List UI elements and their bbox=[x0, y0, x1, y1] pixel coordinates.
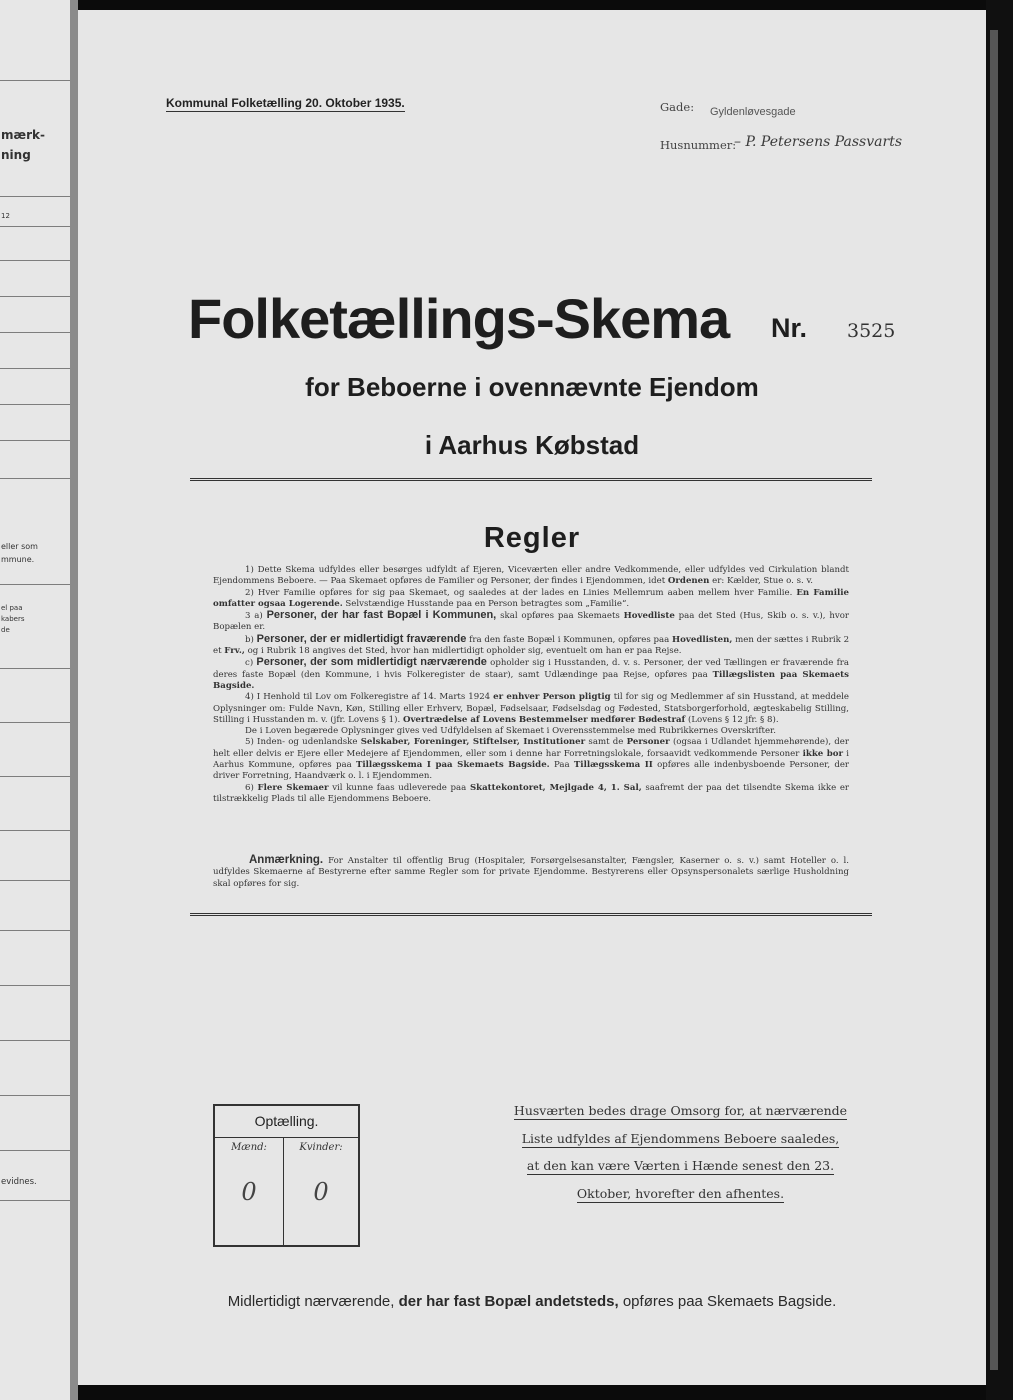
rule-3c: c) Personer, der som midlertidigt nærværende opholder sig i Husstanden, d. v. s. Personer, der ved Tællingen er fraværende fra deres faste Bopæl (den Kommune, i hvis Folkeregister de staar), samt Udlændinge paa Rejse, opføres paa Tillægslisten paa Skemaets Bagside. bbox=[213, 656, 850, 691]
left-page-rule bbox=[0, 776, 70, 777]
count-men-label: Mænd: bbox=[231, 1142, 267, 1153]
house-number-label: Husnummer: bbox=[660, 138, 737, 152]
divider bbox=[190, 478, 872, 481]
left-page-rule bbox=[0, 404, 70, 405]
rule-4-note: De i Loven begærede Oplysninger gives ved Udfyldelsen af Skemaet i Overensstemmelse med Rubrikkernes Overskrifter. bbox=[245, 726, 776, 737]
left-page-text: eller som bbox=[1, 542, 38, 551]
left-page-rule bbox=[0, 332, 70, 333]
count-women-column bbox=[284, 1138, 358, 1245]
left-page-text: mærk- bbox=[1, 128, 45, 142]
left-page-rule bbox=[0, 830, 70, 831]
notice-line: Liste udfyldes af Ejendommens Beboere saaledes, bbox=[521, 1130, 840, 1146]
form-number-value: 3525 bbox=[847, 320, 896, 342]
left-page-text: mmune. bbox=[1, 555, 35, 564]
left-page-rule bbox=[0, 440, 70, 441]
rule-4: 4) I Henhold til Lov om Folkeregistre af 14. Marts 1924 er enhver Person pligtig til for sig og Medlemmer af sin Husstand, at meddele Oplysninger om: Fulde Navn, Køn, Stilling eller Erhverv, Bopæl, Fødselsaar, Fødselsdag og Fødested, Statsborgerforhold, ægteskabelig Stilling, Stilling i Husstanden m. v. (jfr. Lovens § 1). Overtrædelse af Lovens Bestemmelser medfører Bødestraf (Lovens § 12 jfr. § 8). bbox=[213, 692, 850, 725]
left-page-rule bbox=[0, 584, 70, 585]
rule-1: 1) Dette Skema udfyldes eller besørges udfyldt af Ejeren, Viceværten eller andre Vedkommende, eller udfyldes ved Cirkulation blandt Ejendommens Beboere. — Paa Skemaet opføres de Familier og Personer, der findes i Ejendommen, idet Ordenen er: Kælder, Stue o. s. v. bbox=[213, 565, 849, 587]
left-page-rule bbox=[0, 985, 70, 986]
notice-line: at den kan være Værten i Hænde senest den 23. bbox=[526, 1158, 835, 1173]
census-form-page bbox=[78, 10, 986, 1385]
left-page-rule bbox=[0, 226, 70, 227]
left-page-rule bbox=[0, 722, 70, 723]
notice-line: Oktober, hvorefter den afhentes. bbox=[576, 1185, 785, 1201]
rule-3b: b) Personer, der er midlertidigt fraværende fra den faste Bopæl i Kommunen, opføres paa Hovedlisten, men der sættes i Rubrik 2 et Frv., og i Rubrik 18 angives det Sted, hvor han midlertidigt opholder sig, eventuelt om han er paa Rejse. bbox=[213, 632, 850, 657]
count-box bbox=[213, 1104, 360, 1247]
form-location: i Aarhus Købstad bbox=[424, 430, 640, 460]
census-header-label: Kommunal Folketælling 20. Oktober 1935. bbox=[166, 96, 405, 110]
form-title: Folketællings-Skema bbox=[188, 287, 730, 350]
book-edge-strip bbox=[990, 30, 998, 1370]
left-page-text: ning bbox=[1, 148, 31, 162]
count-women-value: 0 bbox=[313, 1178, 329, 1206]
note-section bbox=[213, 855, 849, 890]
book-gutter bbox=[70, 0, 78, 1400]
left-page-rule bbox=[0, 368, 70, 369]
left-page-rule bbox=[0, 930, 70, 931]
rule-6: 6) Flere Skemaer vil kunne faas udleverede paa Skattekontoret, Mejlgade 4, 1. Sal, saafremt der paa det tilsendte Skema ikke er tilstrækkelig Plads til alle Ejendommens Beboere. bbox=[213, 782, 850, 804]
count-box-title: Optælling. bbox=[215, 1106, 358, 1138]
left-page-text: de bbox=[1, 626, 10, 634]
street-value: Gyldenløvesgade bbox=[710, 106, 796, 118]
house-number-value: – P. Petersens Passvarts bbox=[734, 134, 902, 150]
left-page-rule bbox=[0, 196, 70, 197]
left-page-rule bbox=[0, 296, 70, 297]
left-page-text: 12 bbox=[1, 212, 10, 220]
left-page-rule bbox=[0, 1095, 70, 1096]
divider bbox=[190, 913, 872, 916]
left-page-text: kabers bbox=[1, 615, 25, 623]
left-page-text: evidnes. bbox=[1, 1177, 37, 1187]
count-women-label: Kvinder: bbox=[299, 1142, 343, 1153]
left-page-rule bbox=[0, 880, 70, 881]
left-page-text: el paa bbox=[1, 604, 23, 612]
rule-5: 5) Inden- og udenlandske Selskaber, Foreninger, Stiftelser, Institutioner samt de Personer (ogsaa i Udlandet hjemmehørende), der helt eller delvis er Ejere eller Medejere af Ejendommen, eller som i denne har Forretningslokale, forsaavidt vedkommende Personer ikke bor i Aarhus Kommune, opføres paa Tillægsskema I paa Skemaets Bagside. Paa Tillægsskema II opføres alle indenbysboende Personer, der driver Forretning, Haandværk o. l. i Ejendommen. bbox=[213, 737, 850, 782]
count-men-column bbox=[215, 1138, 284, 1245]
left-page-rule bbox=[0, 1150, 70, 1151]
rule-2: 2) Hver Familie opføres for sig paa Skemaet, og saaledes at der lades en Linies Mellemrum aaben mellem hver Familie. En Familie omfatter ogsaa Logerende. Selvstændige Husstande paa en Person betragtes som „Familie“. bbox=[213, 587, 849, 609]
left-page-rule bbox=[0, 260, 70, 261]
count-men-value: 0 bbox=[241, 1178, 257, 1206]
form-number-label: Nr. bbox=[771, 313, 808, 343]
note-label: Anmærkning. bbox=[249, 854, 324, 866]
left-page-fragment bbox=[0, 0, 71, 1400]
street-label: Gade: bbox=[660, 100, 695, 114]
left-page-rule bbox=[0, 668, 70, 669]
footer-instruction: Midlertidigt nærværende, der har fast Bopæl andetsteds, opføres paa Skemaets Bagside. bbox=[227, 1293, 837, 1310]
left-page-rule bbox=[0, 80, 70, 81]
note-text: For Anstalter til offentlig Brug (Hospitaler, Forsørgelsesanstalter, Fængsler, Kaserner o. s. v.) samt Hoteller o. l. udfyldes Skemaerne af Bestyrerne efter samme Regler som for private Ejendomme. Bestyrerens eller Opsynspersonalets særlige Husholdning skal opføres for sig. bbox=[213, 856, 850, 889]
rules-text bbox=[213, 565, 849, 805]
left-page-rule bbox=[0, 1200, 70, 1201]
scan-edge bbox=[986, 0, 1013, 1400]
rules-heading: Regler bbox=[483, 522, 581, 554]
rule-3a: 3 a) Personer, der har fast Bopæl i Kommunen, skal opføres paa Skemaets Hovedliste paa det Sted (Hus, Skib o. s. v.), hvor Bopælen er. bbox=[213, 609, 849, 633]
notice-line: Husværten bedes drage Omsorg for, at nærværende bbox=[513, 1103, 848, 1118]
landlord-notice bbox=[508, 1103, 853, 1213]
form-subtitle: for Beboerne i ovennævnte Ejendom bbox=[305, 372, 759, 402]
left-page-rule bbox=[0, 1040, 70, 1041]
left-page-rule bbox=[0, 478, 70, 479]
